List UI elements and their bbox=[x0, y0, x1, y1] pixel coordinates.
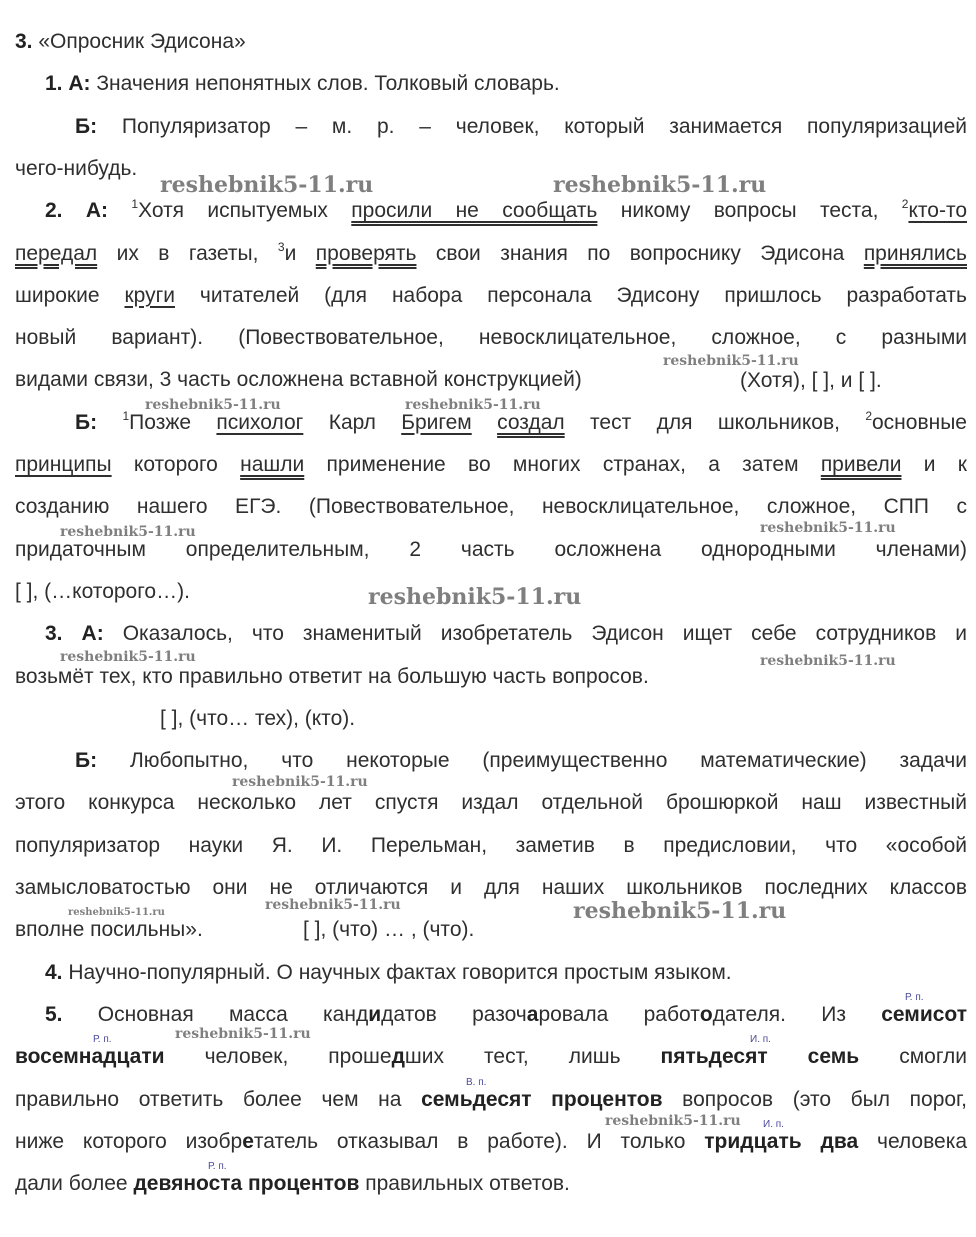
text-segment: Позже bbox=[129, 410, 217, 434]
watermark: reshebnik5-11.ru bbox=[553, 172, 767, 198]
watermark: reshebnik5-11.ru bbox=[760, 653, 896, 669]
bold-text: и bbox=[368, 1002, 382, 1026]
text-segment: ровала работ bbox=[538, 1002, 700, 1026]
part-number: 1 bbox=[131, 197, 139, 212]
underlined-word: просили не сообщать bbox=[351, 199, 598, 223]
text-line bbox=[15, 324, 967, 352]
text-segment: правильных ответов. bbox=[359, 1172, 570, 1196]
text-segment: человека bbox=[858, 1129, 968, 1153]
bold-text: о bbox=[699, 1002, 713, 1026]
watermark: reshebnik5-11.ru bbox=[265, 897, 401, 913]
text-line bbox=[15, 832, 967, 860]
bold-text: девяноста процентов bbox=[133, 1172, 360, 1196]
text-segment: Научно-популярный. О научных фактах говорится простым языком. bbox=[62, 960, 732, 984]
underlined-word: круги bbox=[124, 283, 175, 307]
text-segment: Оказалось, что знаменитый изобретатель Эдисон ищет себе сотрудников и bbox=[103, 622, 967, 646]
bold-text: семьдесят процентов bbox=[421, 1087, 663, 1111]
text-segment bbox=[108, 199, 131, 222]
schema-3b: [ ], (что) … , (что). bbox=[303, 918, 475, 941]
text-segment: Хотя испытуемых bbox=[138, 199, 352, 223]
text-line bbox=[15, 282, 967, 310]
text-line bbox=[45, 1001, 967, 1029]
underlined-word: принципы bbox=[15, 453, 112, 476]
underlined-word: принялись bbox=[863, 241, 967, 265]
bold-text: восемнадцати bbox=[15, 1045, 165, 1069]
text-segment: которого bbox=[111, 453, 241, 476]
bold-text: 5. bbox=[45, 1002, 63, 1026]
underlined-word: привели bbox=[820, 453, 902, 476]
underlined-word: проверять bbox=[315, 241, 417, 265]
bold-text: семисот bbox=[881, 1002, 968, 1026]
underlined-word: психолог bbox=[216, 410, 304, 434]
part-number: 2 bbox=[865, 408, 872, 423]
bold-text: 4. bbox=[45, 960, 63, 984]
text-segment: дателя. Из bbox=[712, 1002, 882, 1026]
text-line bbox=[15, 1170, 967, 1198]
underlined-word: нашли bbox=[240, 453, 305, 476]
text-segment bbox=[97, 411, 122, 434]
case-label: Р. п. bbox=[93, 1034, 112, 1045]
text-line bbox=[45, 197, 967, 225]
text-segment: этого конкурса несколько лет спустя издал отдельной брошюркой наш известный bbox=[15, 791, 967, 815]
underlined-word: создал bbox=[497, 410, 565, 434]
text-segment: человек, проше bbox=[164, 1045, 392, 1069]
watermark: reshebnik5-11.ru bbox=[60, 524, 196, 540]
bold-text: Б: bbox=[75, 410, 98, 434]
text-line bbox=[15, 1128, 967, 1156]
text-segment: вопросов (это был порог, bbox=[662, 1087, 967, 1111]
watermark: reshebnik5-11.ru bbox=[760, 520, 896, 536]
text-segment: замысловатостью они не отличаются и для наших школьников последних классов bbox=[15, 876, 967, 899]
text-segment: созданию нашего ЕГЭ. (Повествовательное, невосклицательное, сложное, СПП с bbox=[15, 495, 967, 519]
text-segment: Любопытно, что некоторые (преимущественно математические) задачи bbox=[97, 749, 967, 773]
case-label: Р. п. bbox=[905, 992, 924, 1003]
text-segment: широкие bbox=[15, 283, 125, 307]
text-segment: видами связи, 3 часть осложнена вставной конструкцией) bbox=[15, 368, 582, 392]
text-segment: правильно ответить более чем на bbox=[15, 1087, 422, 1111]
text-segment: чего-нибудь. bbox=[15, 156, 138, 180]
watermark: reshebnik5-11.ru bbox=[232, 774, 368, 790]
bold-text: Б: bbox=[75, 114, 98, 138]
watermark: reshebnik5-11.ru bbox=[605, 1113, 741, 1129]
text-segment: свои знания по вопроснику Эдисона bbox=[416, 241, 864, 265]
text-segment: применение во многих странах, а затем bbox=[304, 453, 821, 476]
text-line bbox=[15, 451, 967, 479]
text-segment: [ ], (…которого…). bbox=[15, 579, 190, 603]
watermark: reshebnik5-11.ru bbox=[368, 584, 582, 610]
text-segment: [ ], (что… тех), (кто). bbox=[160, 706, 356, 730]
bold-text: 1. А: bbox=[45, 72, 91, 96]
text-line bbox=[15, 789, 967, 817]
watermark: reshebnik5-11.ru bbox=[160, 172, 374, 198]
watermark: reshebnik5-11.ru bbox=[405, 397, 541, 413]
text-segment: смогли bbox=[859, 1045, 967, 1069]
bold-text: 3. bbox=[15, 30, 33, 53]
bold-text: д bbox=[391, 1045, 405, 1069]
watermark: reshebnik5-11.ru bbox=[145, 397, 281, 413]
text-line bbox=[75, 747, 967, 775]
text-segment: Значения непонятных слов. Толковый словарь. bbox=[90, 72, 560, 96]
text-segment: их в газеты, bbox=[97, 241, 278, 265]
bold-text: тридцать два bbox=[704, 1129, 859, 1153]
text-segment bbox=[472, 411, 497, 434]
watermark: reshebnik5-11.ru bbox=[60, 649, 196, 665]
text-line bbox=[45, 620, 967, 648]
bold-text: 2. А: bbox=[45, 199, 109, 223]
text-line bbox=[15, 1043, 967, 1071]
text-segment: Основная масса канд bbox=[62, 1002, 369, 1026]
text-line bbox=[45, 70, 967, 98]
case-label: И. п. bbox=[750, 1034, 771, 1045]
text-line bbox=[75, 113, 967, 141]
text-segment: Карл bbox=[303, 410, 402, 434]
underlined-word: Бригем bbox=[401, 410, 472, 434]
case-label: Р. п. bbox=[208, 1161, 227, 1172]
text-segment: и bbox=[284, 241, 316, 265]
text-segment: татель отказывал в работе). И только bbox=[253, 1129, 705, 1153]
text-segment: тест для школьников, bbox=[564, 410, 866, 434]
text-segment: ших тест, лишь bbox=[404, 1045, 661, 1069]
text-segment: «Опросник Эдисона» bbox=[32, 30, 246, 53]
text-line bbox=[160, 705, 967, 733]
watermark: reshebnik5-11.ru bbox=[175, 1026, 311, 1042]
text-line bbox=[15, 1086, 967, 1114]
text-segment: и к bbox=[901, 453, 967, 476]
text-line bbox=[15, 28, 967, 56]
text-line bbox=[15, 240, 967, 268]
text-segment: придаточным определительным, 2 часть осложнена однородными членами) bbox=[15, 537, 967, 561]
part-number: 1 bbox=[122, 408, 130, 423]
underlined-word: кто-то bbox=[908, 199, 968, 223]
bold-text: пятьдесят семь bbox=[660, 1045, 860, 1069]
text-line bbox=[15, 916, 967, 944]
case-label: В. п. bbox=[466, 1077, 487, 1088]
case-label: И. п. bbox=[763, 1119, 784, 1130]
part-number: 3 bbox=[277, 239, 285, 254]
bold-text: а bbox=[526, 1002, 539, 1026]
text-segment: Популяризатор – м. р. – человек, который занимается популяризацией bbox=[97, 114, 967, 138]
watermark: reshebnik5-11.ru bbox=[68, 907, 165, 918]
text-line bbox=[45, 959, 967, 987]
text-segment: возьмёт тех, кто правильно ответит на большую часть вопросов. bbox=[15, 664, 649, 688]
schema-2a: (Хотя), [ ], и [ ]. bbox=[740, 369, 882, 392]
bold-text: 3. А: bbox=[45, 622, 104, 646]
text-segment: вполне посильны». bbox=[15, 918, 203, 942]
text-line bbox=[15, 874, 967, 902]
text-segment: датов разоч bbox=[381, 1002, 527, 1026]
text-segment: новый вариант). (Повествовательное, невосклицательное, сложное, с разными bbox=[15, 326, 967, 350]
bold-text: е bbox=[242, 1129, 254, 1153]
underlined-word: передал bbox=[15, 241, 98, 265]
text-line bbox=[15, 493, 967, 521]
watermark: reshebnik5-11.ru bbox=[573, 898, 787, 924]
watermark: reshebnik5-11.ru bbox=[663, 353, 799, 369]
text-segment: ниже которого изобр bbox=[15, 1129, 243, 1153]
part-number: 2 bbox=[901, 197, 909, 212]
text-segment: популяризатор науки Я. И. Перельман, заметив в предисловии, что «особой bbox=[15, 833, 967, 857]
text-segment: читателей (для набора персонала Эдисону пришлось разработать bbox=[175, 283, 967, 307]
text-segment: никому вопросы теста, bbox=[597, 199, 902, 223]
text-segment: основные bbox=[872, 410, 967, 434]
text-line bbox=[15, 155, 967, 183]
bold-text: Б: bbox=[75, 749, 98, 773]
text-segment: дали более bbox=[15, 1172, 134, 1196]
